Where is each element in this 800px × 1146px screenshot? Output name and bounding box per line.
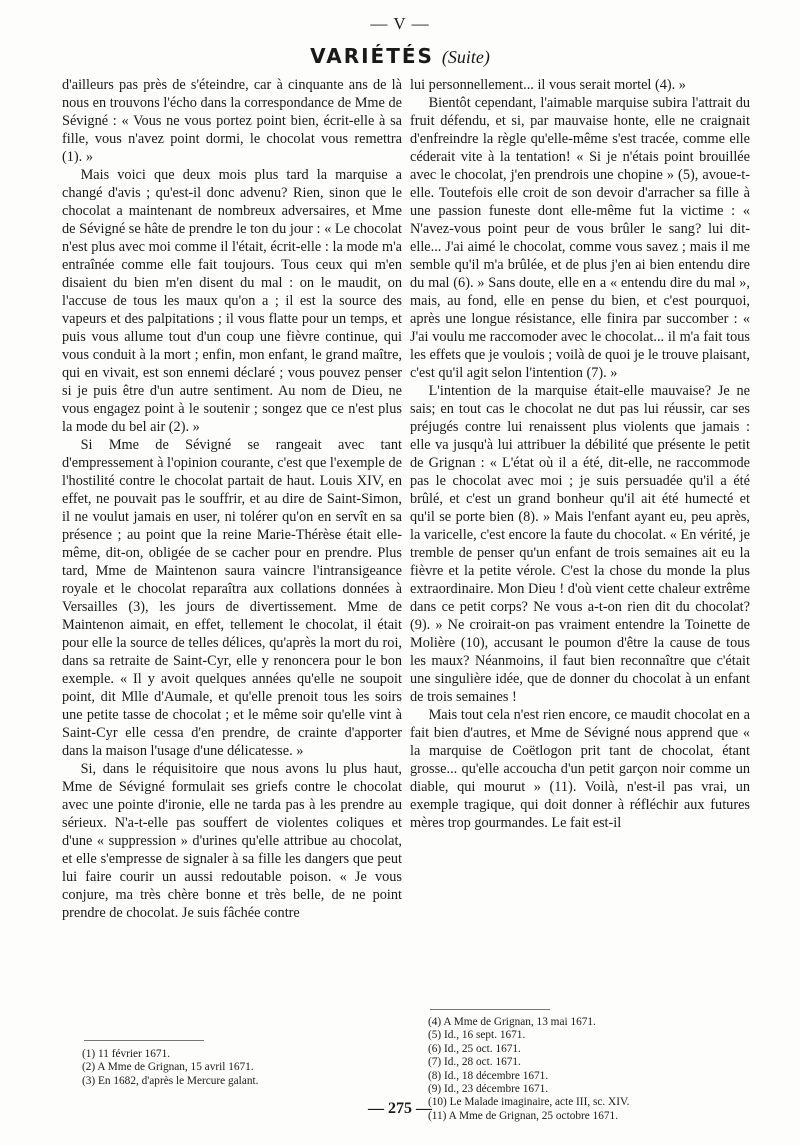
footnote: (7) Id., 28 oct. 1671. xyxy=(428,1056,521,1069)
right-column xyxy=(410,76,750,832)
footnote: (2) A Mme de Grignan, 15 avril 1671. xyxy=(82,1061,254,1074)
paragraph: Si Mme de Sévigné se rangeait avec tant d'empressement à l'opinion courante, c'est que l'exemple de l'hostilité contre le chocolat partait de haut. Louis XIV, en effet, ne pouvait pas le souffrir, et au dire de Saint-Simon, il ne voulut jamais en user, ni tolérer qu'on en servît en sa présence ; au point que la reine Marie-Thérèse était elle-même, dit-on, obligée de se cacher pour en prendre. Plus tard, Mme de Maintenon saura vaincre l'intransigeance royale et le chocolat reparaîtra aux collations données à Versailles (3), les jours de divertissement. Mme de Maintenon aimait, en effet, tellement le chocolat, il était pour elle la source de telles délices, qu'après la mort du roi, dans sa retraite de Saint-Cyr, elle y renoncera pour le bon exemple. « Il y avoit quelques années qu'elle ne soupoit point, dit Mlle d'Aumale, et qu'elle prenoit tous les soirs une petite tasse de chocolat ; et le même soir qu'elle vint à Saint-Cyr elle cessa d'en prendre, de crainte d'apporter dans la maison l'usage d'une délicatesse. » xyxy=(62,437,402,759)
paragraph: lui personnellement... il vous serait mortel (4). » xyxy=(410,77,686,93)
footnote: (1) 11 février 1671. xyxy=(82,1048,171,1060)
page-number: — 275 — xyxy=(368,1100,432,1117)
footnote-divider xyxy=(430,1009,550,1010)
section-title xyxy=(0,44,800,68)
section-marker: — V — xyxy=(370,14,430,33)
paragraph: Si, dans le réquisitoire que nous avons lu plus haut, Mme de Sévigné formulait ses griefs contre le chocolat avec une pointe d'ironie, elle ne tarda pas à les prendre au sérieux. N'a-t-elle pas souffert de violentes coliques et d'une « suppression » d'urines qu'elle attribue au chocolat, et elle s'empresse de signaler à sa fille les dangers que peut lui faire courir un aussi redoutable poison. « Je vous conjure, ma très chère bonne et très belle, de ne point prendre de chocolat. Je suis fâchée contre xyxy=(62,761,402,921)
footnote: (4) A Mme de Grignan, 13 mai 1671. xyxy=(428,1016,596,1028)
footnote: (11) A Mme de Grignan, 25 octobre 1671. xyxy=(428,1109,619,1122)
paragraph: Mais voici que deux mois plus tard la marquise a changé d'avis ; qu'est-il donc advenu? Rien, sinon que le chocolat a maintenant de nombreux adversaires, et Mme de Sévigné se hâte de prendre le ton du jour : « Le chocolat n'est plus avec moi comme il l'était, écrit-elle : la mode m'a entraînée comme elle fait toujours. Tous ceux qui m'en disaient du bien m'en disent du mal : on le maudit, on l'accuse de tous les maux qu'on a ; il est la source des vapeurs et des palpitations ; il vous flatte pour un temps, et puis vous allume tout d'un coup une fièvre continue, qui vous conduit à la mort ; enfin, mon enfant, le grand maître, qui en vivait, est son ennemi déclaré ; vous pouvez penser si je puis être d'un autre sentiment. Au nom de Dieu, ne vous engagez point à le soutenir ; songez que ce n'est plus la mode du bel air (2). » xyxy=(62,167,402,435)
section-title-suite: (Suite) xyxy=(441,47,490,67)
footnote: (8) Id., 18 décembre 1671. xyxy=(428,1069,549,1082)
left-column xyxy=(62,76,402,922)
footnote: (9) Id., 23 décembre 1671. xyxy=(428,1083,549,1096)
section-title-main: VARIÉTÉS xyxy=(310,44,434,68)
footnote: (10) Le Malade imaginaire, acte III, sc. XIV. xyxy=(428,1096,630,1109)
footnote: (5) Id., 16 sept. 1671. xyxy=(428,1029,526,1042)
footnote-divider xyxy=(84,1040,204,1041)
paragraph: Mais tout cela n'est rien encore, ce maudit chocolat en a fait bien d'autres, et Mme de Sévigné nous apprend que « la marquise de Coëtlogon prit tant de chocolat, étant grosse... qu'elle accoucha d'un petit garçon noir comme un diable, qui mourut » (11). Voilà, n'est-il pas vrai, un exemple tragique, qui doit donner à réfléchir aux futures mères trop gourmandes. Le fait est-il xyxy=(410,707,750,831)
footnotes-left xyxy=(82,1048,382,1088)
paragraph: L'intention de la marquise était-elle mauvaise? Je ne sais; en tout cas le chocolat ne dut pas lui réussir, car ses préjugés contre lui renaissent plus violents que jamais : elle va jusqu'à lui attribuer la débilité que présente le petit de Grignan : « L'état où il a été, dit-elle, ne raccommode pas le chocolat avec moi ; je suis persuadée qu'il a été brûlé, et c'est un grand bonheur qu'il ait été humecté et qu'il se porte bien (8). » Mais l'enfant ayant eu, peu après, la varicelle, c'est encore la faute du chocolat. « En vérité, je tremble de penser qu'un enfant de trois semaines ait eu la fièvre et la petite vérole. C'est la chose du monde la plus extraordinaire. Mon Dieu ! d'où vient cette chaleur extrême dans ce petit corps? Ne vous a-t-on rien dit du chocolat? (9). » Ne croirait-on pas vraiment entendre la Toinette de Molière (10), accusant le poumon d'être la cause de tous les maux? Néanmoins, il faut bien reconnaître que c'était une singulière idée, que de donner du chocolat à un enfant de trois semaines ! xyxy=(410,383,750,705)
paragraph: Bientôt cependant, l'aimable marquise subira l'attrait du fruit défendu, et si, par mauvaise honte, elle ne craignait d'enfreindre la règle qu'elle-même s'est tracée, comme elle céderait vite à la tentation! « Si je n'étais point brouillée avec le chocolat, j'en prendrois une chopine » (5), avoue-t-elle. Toutefois elle croit de son devoir d'arracher sa fille à une passion funeste dont elle-même fut la victime : « N'avez-vous point peur de vous brûler le sang? lui dit-elle... J'ai aimé le chocolat, comme vous savez ; mais il me semble qu'il m'a brûlée, et de plus j'en ai bien entendu dire du mal (6). » Sans doute, elle en a « entendu dire du mal », mais, au fond, elle en pense du bien, et c'est pourquoi, après une longue résistance, elle finira par succomber : « J'ai voulu me raccomoder avec le chocolat... il m'a fait tous les effets que je voulois ; voilà de quoi je le trouve plaisant, c'est qu'il agit selon l'intention (7). » xyxy=(410,95,750,381)
paragraph: d'ailleurs pas près de s'éteindre, car à cinquante ans de là nous en trouvons l'écho dans la correspondance de Mme de Sévigné : « Vous ne vous portez point bien, écrit-elle à sa fille, vous n'avez point dormi, le chocolat vous remettra (1). » xyxy=(62,77,402,165)
footnote: (3) En 1682, d'après le Mercure galant. xyxy=(82,1074,259,1087)
footnote: (6) Id., 25 oct. 1671. xyxy=(428,1042,521,1055)
